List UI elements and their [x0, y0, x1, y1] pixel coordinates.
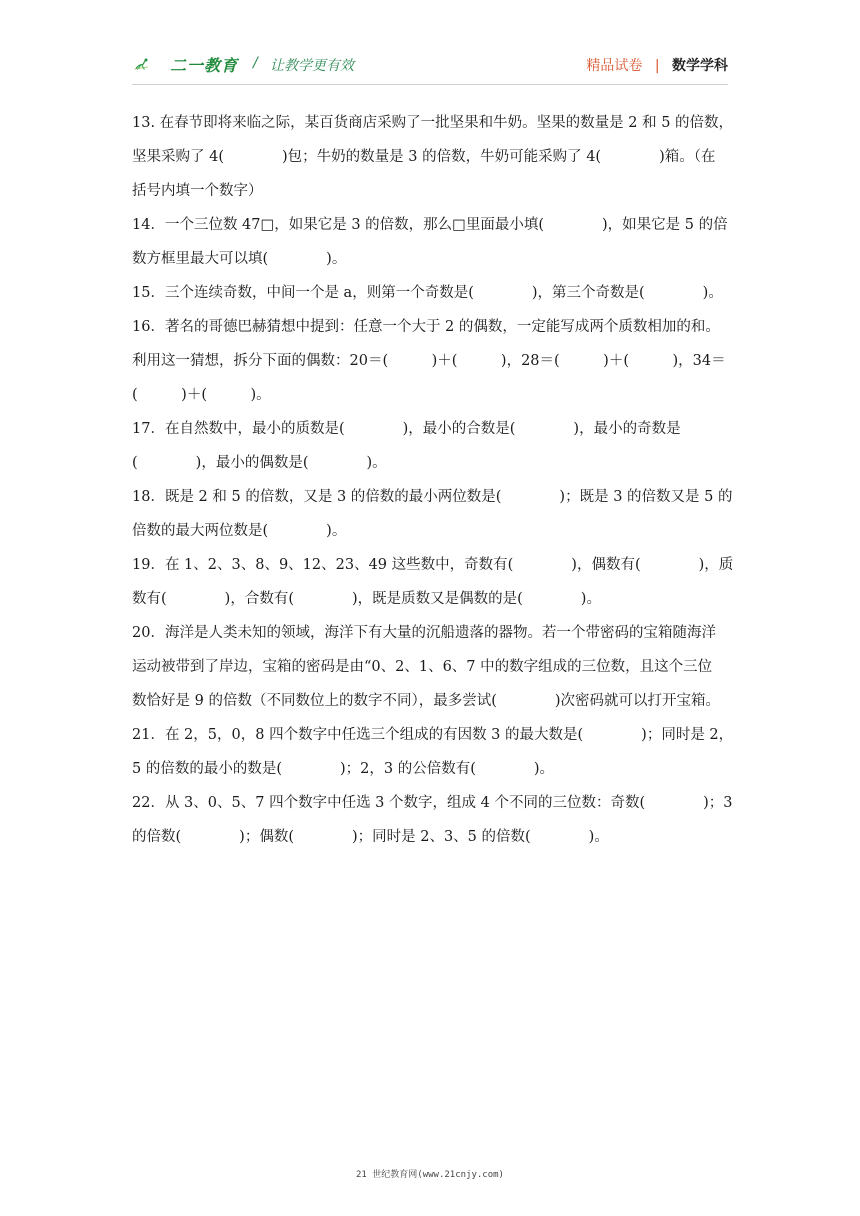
question-line: 22．从 3、0、5、7 四个数字中任选 3 个数字，组成 4 个不同的三位数：奇数( )；3 [132, 795, 733, 811]
question-line: 21．在 2，5，0，8 四个数字中任选三个组成的有因数 3 的最大数是( )；同时是 2， [132, 727, 734, 743]
question-line: ( )，最小的偶数是( )。 [132, 455, 387, 471]
question-line: 19．在 1、2、3、8、9、12、23、49 这些数中，奇数有( )，偶数有( )，质 [132, 557, 734, 573]
question-line: 20．海洋是人类未知的领域，海洋下有大量的沉船遗落的器物。若一个带密码的宝箱随海洋 [132, 625, 716, 641]
subject-tag: 数学学科 [672, 58, 728, 74]
question-line: 坚果采购了 4( )包；牛奶的数量是 3 的倍数，牛奶可能采购了 4( )箱。（在 [132, 149, 716, 165]
brand-logo-text: 二一教育 [170, 56, 239, 75]
question-list [132, 110, 734, 858]
question-line: ( )＋( )。 [132, 387, 271, 403]
question-16 [132, 314, 730, 416]
question-line: 倍数的最大两位数是( )。 [132, 523, 347, 539]
question-line: 14．一个三位数 47□，如果它是 3 的倍数，那么□里面最小填( )，如果它是 5 的倍 [132, 217, 728, 233]
question-line: 数方框里最大可以填( )。 [132, 251, 347, 267]
question-22 [132, 790, 733, 858]
question-17 [132, 416, 730, 484]
question-13 [132, 110, 734, 212]
question-line: 13. 在春节即将来临之际，某百货商店采购了一批坚果和牛奶。坚果的数量是 2 和 5 的倍数， [132, 115, 734, 131]
question-line: 运动被带到了岸边，宝箱的密码是由“0、2、1、6、7 中的数字组成的三位数，且这个三位 [132, 659, 713, 675]
running-man-logo-icon [134, 46, 174, 82]
question-line: 18．既是 2 和 5 的倍数，又是 3 的倍数的最小两位数是( )；既是 3 的倍数又是 5 的 [132, 489, 733, 505]
question-line: 15．三个连续奇数，中间一个是 a，则第一个奇数是( )，第三个奇数是( )。 [132, 285, 723, 301]
question-line: 数恰好是 9 的倍数（不同数位上的数字不同），最多尝试( )次密码就可以打开宝箱。 [132, 693, 721, 709]
header-divider [132, 84, 728, 85]
question-14 [132, 212, 730, 280]
question-15 [132, 280, 730, 314]
page-header [0, 0, 860, 100]
question-20 [132, 620, 730, 722]
question-line: 5 的倍数的最小的数是( )；2，3 的公倍数有( )。 [132, 761, 555, 777]
question-line: 16．著名的哥德巴赫猜想中提到：任意一个大于 2 的偶数，一定能写成两个质数相加的和。 [132, 319, 720, 335]
tag-divider: | [654, 58, 660, 74]
question-line: 17．在自然数中，最小的质数是( )，最小的合数是( )，最小的奇数是 [132, 421, 681, 437]
quality-tag: 精品试卷 [586, 58, 643, 74]
header-slash: / [253, 55, 258, 71]
brand-slogan: 让教学更有效 [270, 58, 354, 74]
header-tags [586, 55, 728, 75]
question-21 [132, 722, 734, 790]
question-18 [132, 484, 733, 552]
question-19 [132, 552, 734, 620]
question-line: 利用这一猜想，拆分下面的偶数：20＝( )＋( )，28＝( )＋( )，34＝ [132, 353, 726, 369]
question-line: 的倍数( )；偶数( )；同时是 2、3、5 的倍数( )。 [132, 829, 609, 845]
question-line: 数有( )，合数有( )，既是质数又是偶数的是( )。 [132, 591, 601, 607]
question-line: 括号内填一个数字） [132, 183, 263, 199]
page-footer: 21 世纪教育网(www.21cnjy.com) [356, 1170, 504, 1180]
